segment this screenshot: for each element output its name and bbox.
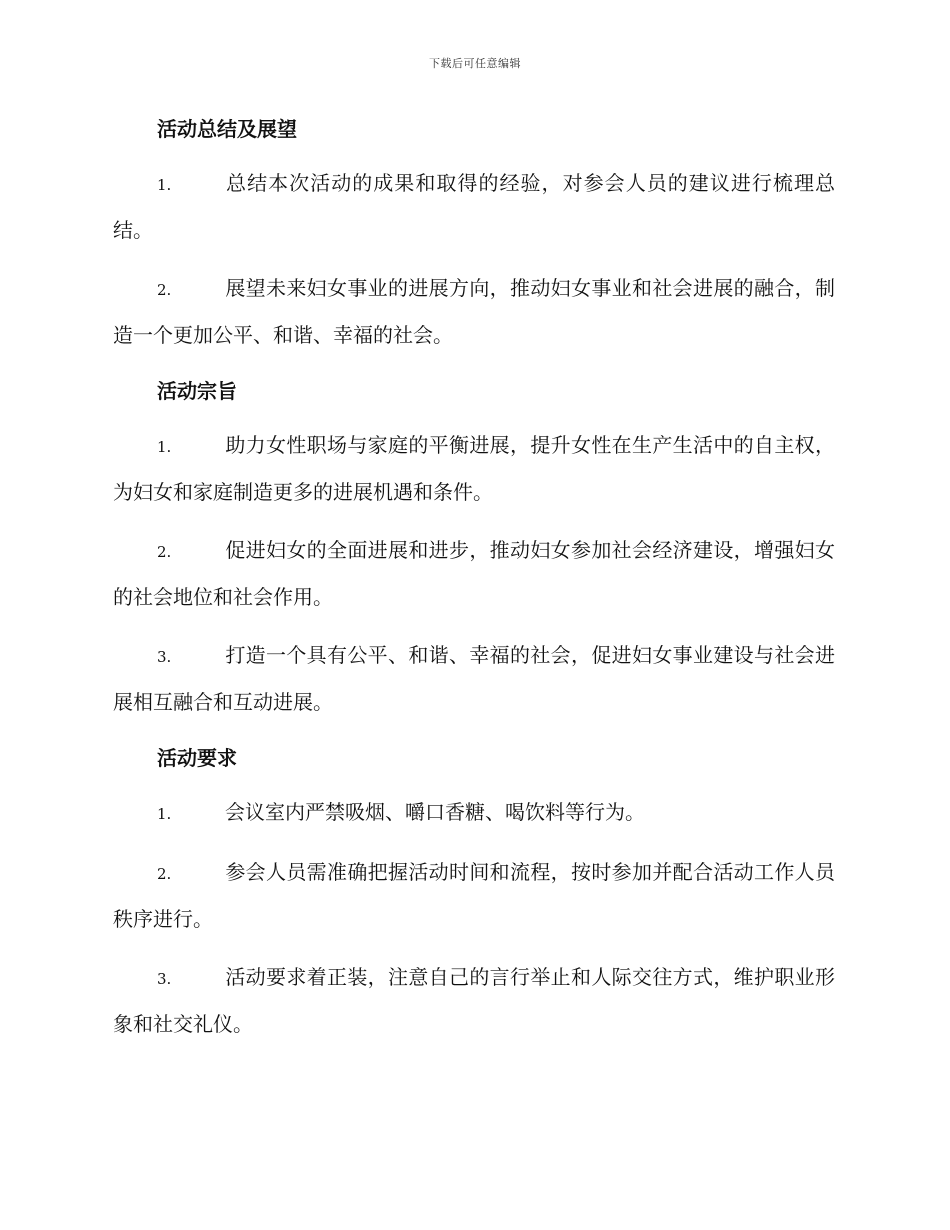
item-number: 3. [157,648,172,666]
list-item [113,850,835,942]
list-item [113,266,835,358]
page-header: 下载后可任意编辑 [429,57,521,70]
item-number: 1. [157,805,172,823]
item-number: 3. [157,970,172,988]
item-text: 打造一个具有公平、和谐、幸福的社会，促进妇女事业建设与社会进展相互融合和互动进展。 [113,643,835,714]
item-text: 促进妇女的全面进展和进步，推动妇女参加社会经济建设，增强妇女的社会地位和社会作用。 [113,538,835,609]
list-item [113,955,835,1047]
list-item [113,161,835,253]
list-item [113,790,835,837]
item-number: 1. [157,176,172,194]
list-item [113,423,835,515]
section-title: 活动总结及展望 [157,117,297,141]
item-number: 2. [157,865,172,883]
section-summary [113,110,835,358]
item-text: 参会人员需准确把握活动时间和流程，按时参加并配合活动工作人员秩序进行。 [113,860,835,931]
item-text: 会议室内严禁吸烟、嚼口香糖、喝饮料等行为。 [225,800,645,824]
item-text: 展望未来妇女事业的进展方向，推动妇女事业和社会进展的融合，制造一个更加公平、和谐、幸福的社会。 [113,276,835,347]
section-title: 活动宗旨 [157,379,237,403]
item-text: 助力女性职场与家庭的平衡进展，提升女性在生产生活中的自主权，为妇女和家庭制造更多的进展机遇和条件。 [113,433,835,504]
section-title: 活动要求 [157,746,237,770]
item-text: 活动要求着正装，注意自己的言行举止和人际交往方式，维护职业形象和社交礼仪。 [113,965,835,1036]
item-text: 总结本次活动的成果和取得的经验，对参会人员的建议进行梳理总结。 [113,171,835,242]
document-body [113,110,835,1061]
item-number: 2. [157,281,172,299]
list-item [113,633,835,725]
section-purpose [113,372,835,725]
section-requirements [113,739,835,1047]
item-number: 1. [157,438,172,456]
list-item [113,528,835,620]
item-number: 2. [157,543,172,561]
